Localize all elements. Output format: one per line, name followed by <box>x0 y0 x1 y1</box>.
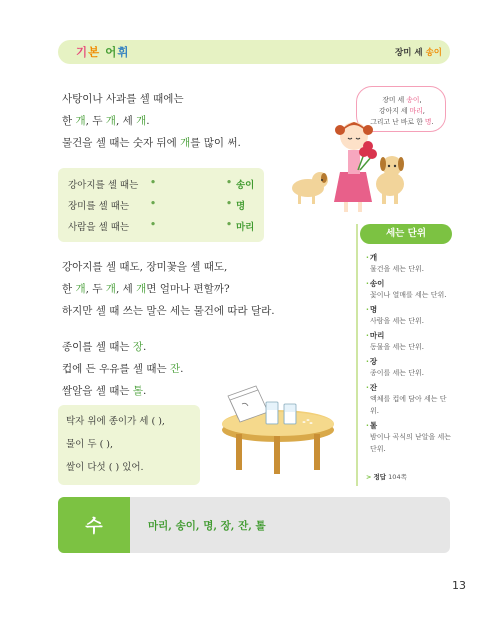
units-paragraph <box>62 336 183 402</box>
puppy-left-icon <box>292 172 328 204</box>
answer-reference[interactable] <box>366 472 407 481</box>
unit-definition: 동물을 세는 단위. <box>370 343 425 351</box>
unit-term: · 톨 <box>366 420 377 431</box>
explanation-line-1: 강아지를 셀 때도, 장미꽃을 셀 때도, <box>62 261 228 273</box>
matching-left-label: 장미를 셀 때는 <box>68 201 130 212</box>
units-line-1: 종이를 셀 때는 장. <box>62 341 147 353</box>
match-dot-right[interactable]: • <box>226 219 233 230</box>
matching-row <box>68 198 258 212</box>
section-title-char: 본 <box>88 45 100 59</box>
matching-exercise-box <box>58 168 264 242</box>
matching-answer-label: 송이 <box>236 180 255 191</box>
side-panel-title: 세는 단위 <box>360 224 452 244</box>
answer-label: 정답 <box>373 473 387 481</box>
table-with-paper-and-cups-illustration <box>212 382 344 482</box>
intro-line-3: 물건을 셀 때는 숫자 뒤에 개를 많이 써. <box>62 137 241 149</box>
matching-answer-label: 명 <box>236 201 246 212</box>
intro-paragraph <box>62 88 241 154</box>
section-title-char: 어 <box>105 45 117 59</box>
arrow-right-icon: > <box>366 473 372 481</box>
puppy-right-icon <box>376 156 404 204</box>
unit-term: · 잔 <box>366 382 377 393</box>
fill-in-exercise-box <box>58 405 200 485</box>
explanation-line-2: 한 개, 두 개, 세 개면 얼마나 편할까? <box>62 283 230 295</box>
girl-with-roses-and-puppies-illustration <box>288 112 418 214</box>
unit-term: · 송이 <box>366 278 384 289</box>
bubble-line-1: 장미 세 송이, <box>382 96 422 104</box>
match-dot-right[interactable]: • <box>226 177 233 188</box>
unit-definition: 밤이나 곡식의 낟알을 세는 단위. <box>370 433 452 453</box>
intro-line-2: 한 개, 두 개, 세 개. <box>62 115 150 127</box>
summary-words: 마리, 송이, 명, 장, 잔, 톨 <box>148 520 266 532</box>
page-number: 13 <box>452 579 466 592</box>
fill-in-line[interactable]: 쌀이 다섯 ( ) 있어. <box>66 462 144 473</box>
unit-term: · 명 <box>366 304 377 315</box>
explanation-paragraph <box>62 256 275 322</box>
unit-definition: 물건을 세는 단위. <box>370 265 425 273</box>
section-subtitle: 장미 세 송이 <box>395 48 442 58</box>
answer-page: 104쪽 <box>388 473 407 481</box>
fill-in-line[interactable]: 탁자 위에 종이가 세 ( ), <box>66 416 165 427</box>
unit-term: · 장 <box>366 356 377 367</box>
match-dot-left[interactable]: • <box>150 219 157 230</box>
section-title-char: 기 <box>76 45 88 59</box>
bubble-line-2: 강아지 세 마리, <box>379 107 425 115</box>
summary-label: 수 <box>85 516 103 537</box>
matching-answer-label: 마리 <box>236 222 255 233</box>
milk-cup-icon <box>266 402 278 424</box>
units-line-3: 쌀알을 셀 때는 톨. <box>62 385 147 397</box>
section-title-char: 휘 <box>117 45 129 59</box>
match-dot-left[interactable]: • <box>150 177 157 188</box>
match-dot-left[interactable]: • <box>150 198 157 209</box>
matching-left-label: 강아지를 셀 때는 <box>68 180 139 191</box>
section-title-char <box>100 45 104 59</box>
girl-icon <box>334 122 373 212</box>
milk-cup-icon <box>284 404 296 424</box>
unit-term: · 개 <box>366 252 377 263</box>
unit-definition: 사람을 세는 단위. <box>370 317 425 325</box>
unit-term: · 마리 <box>366 330 384 341</box>
unit-definition: 액체를 컵에 담아 세는 단위. <box>370 395 447 415</box>
matching-row <box>68 177 258 191</box>
unit-definition: 꽃이나 열매를 세는 단위. <box>370 291 447 299</box>
section-title <box>76 44 129 60</box>
matching-left-label: 사람을 셀 때는 <box>68 222 130 233</box>
bubble-line-3: 그리고 난 바로 한 명. <box>370 118 434 126</box>
match-dot-right[interactable]: • <box>226 198 233 209</box>
unit-definition: 종이를 세는 단위. <box>370 369 425 377</box>
intro-line-1: 사탕이나 사과를 셀 때에는 <box>62 93 184 105</box>
matching-row <box>68 219 258 233</box>
units-line-2: 컵에 든 우유를 셀 때는 잔. <box>62 363 184 375</box>
fill-in-line[interactable]: 물이 두 ( ), <box>66 439 114 450</box>
explanation-line-3: 하지만 셀 때 쓰는 말은 세는 물건에 따라 달라. <box>62 305 275 317</box>
